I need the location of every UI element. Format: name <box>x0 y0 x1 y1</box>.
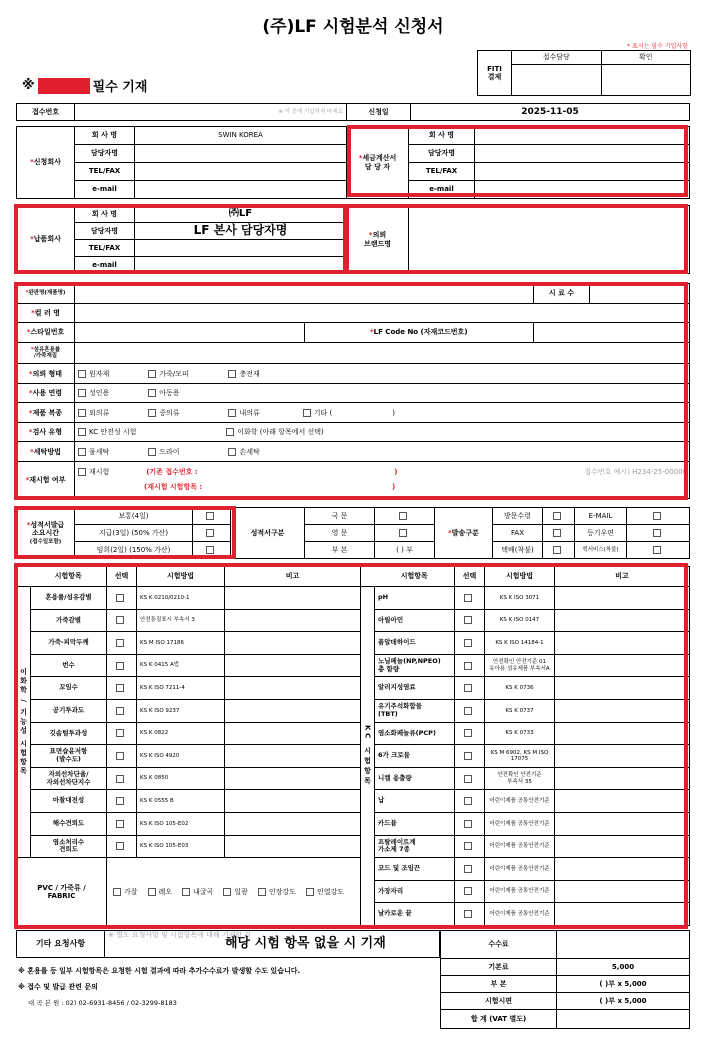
tax-email-label: e-mail <box>409 181 475 199</box>
legend-mark: ※ <box>22 78 35 93</box>
applicant-manager-value[interactable] <box>135 145 347 163</box>
kind-label: *제품 복종 <box>17 403 75 423</box>
right-test-method: 어린이제품 공통안전기준 <box>485 858 555 881</box>
delivery-manager-value[interactable]: LF 본사 담당자명 <box>135 223 347 240</box>
retest-orig[interactable]: (기존 접수번호 : <box>146 467 198 476</box>
fee-base-label: 기본료 <box>441 959 557 976</box>
right-test-item: 유기주석화합물 (TBT) <box>375 699 455 722</box>
other-value[interactable] <box>105 931 440 958</box>
applicant-label: *신청회사 <box>17 127 75 199</box>
fees-table <box>440 930 690 1029</box>
report-english: 영 문 <box>305 525 375 542</box>
tax-tel-label: TEL/FAX <box>409 163 475 181</box>
fiti-col-receiver: 접수담당 <box>512 51 602 65</box>
opt-physchem[interactable]: 이화학 (아래 항목에서 선택) <box>226 428 324 436</box>
send-quick: 퀵서비스(착불) <box>575 542 627 559</box>
page-title: (주)LF 시험분석 신청서 <box>262 17 444 37</box>
fee-copy-value[interactable]: ( )부 x 5,000 <box>557 976 690 993</box>
other-label: 기타 요청사항 <box>17 931 105 958</box>
fee-total-value <box>557 1010 690 1029</box>
opt-filler[interactable]: 충전재 <box>228 370 259 378</box>
send-registered: 등기우편 <box>575 525 627 542</box>
right-test-method: 안전확인 안전기준 01 유아용 섬유제품 부속서A <box>485 654 555 677</box>
product-name-label: *완판명(제품명) <box>17 284 75 304</box>
right-test-method: 어린이제품 공통안전기준 <box>485 880 555 903</box>
left-test-item: 가죽감별 <box>31 609 107 632</box>
right-header-note: 비고 <box>555 567 690 587</box>
required-note: * 표시는 필수 기입사항 <box>627 43 688 50</box>
left-test-item: 표면습윤저항 (발수도) <box>31 745 107 768</box>
pvc-option[interactable]: 인열강도 <box>306 888 344 896</box>
pvc-option[interactable]: 가잘 <box>113 888 138 896</box>
wash-label: *세탁방법 <box>17 442 75 462</box>
send-fax: FAX <box>493 525 543 542</box>
applicant-email-label: e-mail <box>75 181 135 199</box>
red-box-tests <box>14 563 688 929</box>
right-test-item: 프탈레이트계 가소제 7종 <box>375 835 455 858</box>
opt-inner[interactable]: 내의류 <box>228 409 300 417</box>
opt-retest[interactable]: 재시험 <box>78 465 144 480</box>
fee-base-value: 5,000 <box>557 959 690 976</box>
other-note: 해당 시험 항목 없을 시 기재 <box>225 936 386 951</box>
opt-outer[interactable]: 외의류 <box>78 409 146 417</box>
right-test-method: 어린이제품 공통안전기준 <box>485 790 555 813</box>
retest-items[interactable]: (재시험 시험항목 : <box>144 482 203 491</box>
delivery-email-label: e-mail <box>75 257 135 274</box>
sample-count-label: 시 료 수 <box>534 284 590 304</box>
left-test-method: KS K 0415 A법 <box>137 654 225 677</box>
color-label: *컬 러 명 <box>17 303 75 323</box>
right-group-label: KC 시험항목 <box>361 587 375 926</box>
left-test-method: KS K ISO 105-E03 <box>137 835 225 858</box>
report-label: 성적서구분 <box>231 508 305 559</box>
applicant-company-value[interactable]: SWIN KOREA <box>135 127 347 145</box>
red-box-delivery <box>14 204 347 274</box>
left-test-method: KS K ISO 4920 <box>137 745 225 768</box>
right-test-item: 노닐페놀(NP,NPEO) 총 함량 <box>375 654 455 677</box>
left-header-note: 비고 <box>225 567 361 587</box>
send-label: *발송구분 <box>435 508 493 559</box>
left-test-method: KS K 0850 <box>137 767 225 790</box>
delivery-tel-label: TEL/FAX <box>75 240 135 257</box>
report-korean-check[interactable] <box>375 508 435 525</box>
red-box-period <box>14 506 236 559</box>
applicant-company-label: 회 사 명 <box>75 127 135 145</box>
left-test-item: 가죽-피막두께 <box>31 632 107 655</box>
apply-date-value: 2025-11-05 <box>411 104 690 121</box>
footer-note-1: ※ 혼용률 등 일부 시험항목은 요청한 시험 결과에 따라 추가수수료가 발생할 수도 있습니다. <box>18 967 301 975</box>
fee-copy-label: 부 본 <box>441 976 557 993</box>
left-test-method: KS K 0822 <box>137 722 225 745</box>
legend-red-box <box>38 78 90 94</box>
fee-specimen-label: 시험시편 <box>441 993 557 1010</box>
period-urgent: 임희(2일) (150% 가산) <box>75 542 193 559</box>
send-visit: 방문수령 <box>493 508 543 525</box>
fiti-receiver-cell[interactable] <box>512 65 602 96</box>
footer-contact: 대 곡 본 원 : 02) 02-6931-8456 / 02-3299-8183 <box>28 999 177 1007</box>
right-test-method: KS K ISO 3071 <box>485 587 555 610</box>
receipt-label: 접수번호 <box>17 104 75 121</box>
fee-total-label: 합 계 (VAT 별도) <box>441 1010 557 1029</box>
opt-child[interactable]: 아동용 <box>148 389 179 397</box>
opt-leather[interactable]: 가죽/모피 <box>148 370 226 378</box>
right-test-method: KS M 6902, KS M ISO 17075 <box>485 745 555 768</box>
right-test-item: 6가 크로뮴 <box>375 745 455 768</box>
right-test-item: 폼알데하이드 <box>375 632 455 655</box>
opt-other[interactable]: 기타 ( ) <box>303 409 395 417</box>
opt-dry[interactable]: 드라이 <box>148 448 226 456</box>
delivery-label: *납품회사 <box>17 206 75 274</box>
left-test-item: 혼용률/섬유감별 <box>31 587 107 610</box>
request-type-label: *의뢰 형태 <box>17 364 75 384</box>
applicant-email-value[interactable] <box>135 181 347 199</box>
lf-code-label: *LF Code No (자재코드번호) <box>304 323 534 343</box>
left-test-method: KS K 0555 B <box>137 790 225 813</box>
send-parcel: 택배(착불) <box>493 542 543 559</box>
report-copy: 부 본 <box>305 542 375 559</box>
test-type-label: *검사 유형 <box>17 422 75 442</box>
opt-middle[interactable]: 중의류 <box>148 409 226 417</box>
tax-company-label: 회 사 명 <box>409 127 475 145</box>
fiti-col-confirm: 확인 <box>601 51 691 65</box>
retest-items-end: ) <box>392 482 396 491</box>
right-test-method: 어린이제품 공통안전기준 <box>485 835 555 858</box>
send-visit-check[interactable] <box>543 508 575 525</box>
send-registered-check[interactable] <box>627 525 690 542</box>
opt-adult[interactable]: 성인용 <box>78 389 146 397</box>
right-test-method: KS K 0737 <box>485 699 555 722</box>
apply-date-label: 신청일 <box>347 104 411 121</box>
right-test-method: 어린이제품 공통안전기준 <box>485 812 555 835</box>
right-test-method: KS K ISO 14184-1 <box>485 632 555 655</box>
right-test-item: 코드 및 조임끈 <box>375 858 455 881</box>
retest-orig-end: ) <box>394 467 398 476</box>
left-header-item: 시험항목 <box>31 567 107 587</box>
receipt-hint: ※ 이 곳에 기입하지 마세요 <box>278 108 343 115</box>
left-test-item: 자외선차단율/ 자외선차단지수 <box>31 767 107 790</box>
left-group-label: 이화학 / 기능성 시험항목 <box>17 587 31 858</box>
age-label: *사용 연령 <box>17 383 75 403</box>
left-test-item: 해수견뢰도 <box>31 812 107 835</box>
tax-manager-label: *세금계산서 담 당 자 <box>347 127 409 199</box>
left-test-item: 공기투과도 <box>31 699 107 722</box>
left-test-method: KS K ISO 9237 <box>137 699 225 722</box>
red-box-brand <box>345 204 688 274</box>
other-hint: ※ 별도 요청사항 및 시험항목에 대해 기재할 것 <box>108 931 252 939</box>
right-test-method: 안전확인 안전기준 부속서 35 <box>485 767 555 790</box>
pvc-label: PVC / 가죽류 / FABRIC <box>17 858 107 925</box>
footer-note-2: ※ 접수 및 발급 관련 문의 <box>18 983 98 991</box>
right-test-item: pH <box>375 587 455 610</box>
left-test-method: KS M ISO 17186 <box>137 632 225 655</box>
fee-specimen-value[interactable]: ( )부 x 5,000 <box>557 993 690 1010</box>
fiti-label: FITI 결제 <box>478 51 512 96</box>
period-label: *성적서발급 소요시간 (접수일포함) <box>17 508 75 559</box>
left-test-method: KS K ISO 7211-4 <box>137 677 225 700</box>
right-header-select: 선택 <box>455 567 485 587</box>
send-parcel-check[interactable] <box>543 542 575 559</box>
pvc-option[interactable]: 인장강도 <box>258 888 296 896</box>
legend-text: 필수 기재 <box>92 80 148 95</box>
right-header-item: 시험항목 <box>375 567 455 587</box>
report-english-check[interactable] <box>375 525 435 542</box>
applicant-tel-label: TEL/FAX <box>75 163 135 181</box>
right-header-method: 시험방법 <box>485 567 555 587</box>
left-test-item: 마찰대전성 <box>31 790 107 813</box>
receipt-table <box>16 103 690 121</box>
period-express: 지급(3일) (50% 가산) <box>75 525 193 542</box>
right-test-item: 가장자리 <box>375 880 455 903</box>
delivery-manager-label: 담당자명 <box>75 223 135 240</box>
right-test-item: 납 <box>375 790 455 813</box>
pvc-option[interactable]: 레오 <box>148 888 173 896</box>
brand-label: *의뢰 브랜드명 <box>347 206 409 274</box>
pvc-option[interactable]: 일광 <box>223 888 248 896</box>
left-test-item: 깃솜털투과성 <box>31 722 107 745</box>
left-test-method: KS K 0210/0210-1 <box>137 587 225 610</box>
left-test-item: 염소처리수 견뢰도 <box>31 835 107 858</box>
period-normal: 보통(4일) <box>75 508 193 525</box>
opt-kc[interactable]: KC 안전성 시험 <box>78 428 224 436</box>
delivery-company-label: 회 사 명 <box>75 206 135 223</box>
red-box-product <box>14 282 688 500</box>
report-korean: 국 문 <box>305 508 375 525</box>
right-test-item: 니켈 용출량 <box>375 767 455 790</box>
opt-raw[interactable]: 원자재 <box>78 370 146 378</box>
receipt-number-cell[interactable] <box>75 104 347 121</box>
left-header-method: 시험방법 <box>137 567 225 587</box>
right-test-item: 아릴아민 <box>375 609 455 632</box>
pvc-option[interactable]: 내굴곡 <box>182 888 213 896</box>
right-test-item: 날카로운 끝 <box>375 903 455 926</box>
fee-title: 수수료 <box>441 931 557 959</box>
other-table <box>16 930 440 958</box>
right-test-item: 카드뮴 <box>375 812 455 835</box>
right-test-item: 염소화페놀류(PCP) <box>375 722 455 745</box>
retest-example: 접수번호 예시) H234-25-00000 <box>584 467 687 476</box>
tax-manager-name-label: 담당자명 <box>409 145 475 163</box>
send-email: E-MAIL <box>575 508 627 525</box>
left-test-method: 안전통질표시 부속서 3 <box>137 609 225 632</box>
fee-title-value <box>557 931 690 959</box>
send-quick-check[interactable] <box>627 542 690 559</box>
left-header-select: 선택 <box>107 567 137 587</box>
legend <box>22 76 147 95</box>
fiti-approval-table <box>477 50 691 96</box>
fiber-label: *섬유혼용률 /가죽재질 <box>17 342 75 364</box>
red-box-tax <box>347 125 688 197</box>
report-copy-count[interactable]: ( ) 부 <box>375 542 435 559</box>
applicant-manager-label: 담당자명 <box>75 145 135 163</box>
send-fax-check[interactable] <box>543 525 575 542</box>
left-test-item: 번수 <box>31 654 107 677</box>
right-test-method: 어린이제품 공통안전기준 <box>485 903 555 926</box>
left-test-item: 꼬임수 <box>31 677 107 700</box>
opt-hand[interactable]: 손세탁 <box>228 448 259 456</box>
style-label: *스타일번호 <box>17 323 75 343</box>
right-test-method: KS K 0736 <box>485 677 555 700</box>
left-test-method: KS K ISO 105-E02 <box>137 812 225 835</box>
right-test-item: 알러지성염료 <box>375 677 455 700</box>
send-email-check[interactable] <box>627 508 690 525</box>
delivery-company-value[interactable]: ㈜LF <box>135 206 347 223</box>
retest-label: *재시험 여부 <box>17 461 75 498</box>
applicant-tel-value[interactable] <box>135 163 347 181</box>
right-test-method: KS K ISO 0147 <box>485 609 555 632</box>
opt-water[interactable]: 물세탁 <box>78 448 146 456</box>
fiti-confirm-cell[interactable] <box>601 65 691 96</box>
right-test-method: KS K 0733 <box>485 722 555 745</box>
